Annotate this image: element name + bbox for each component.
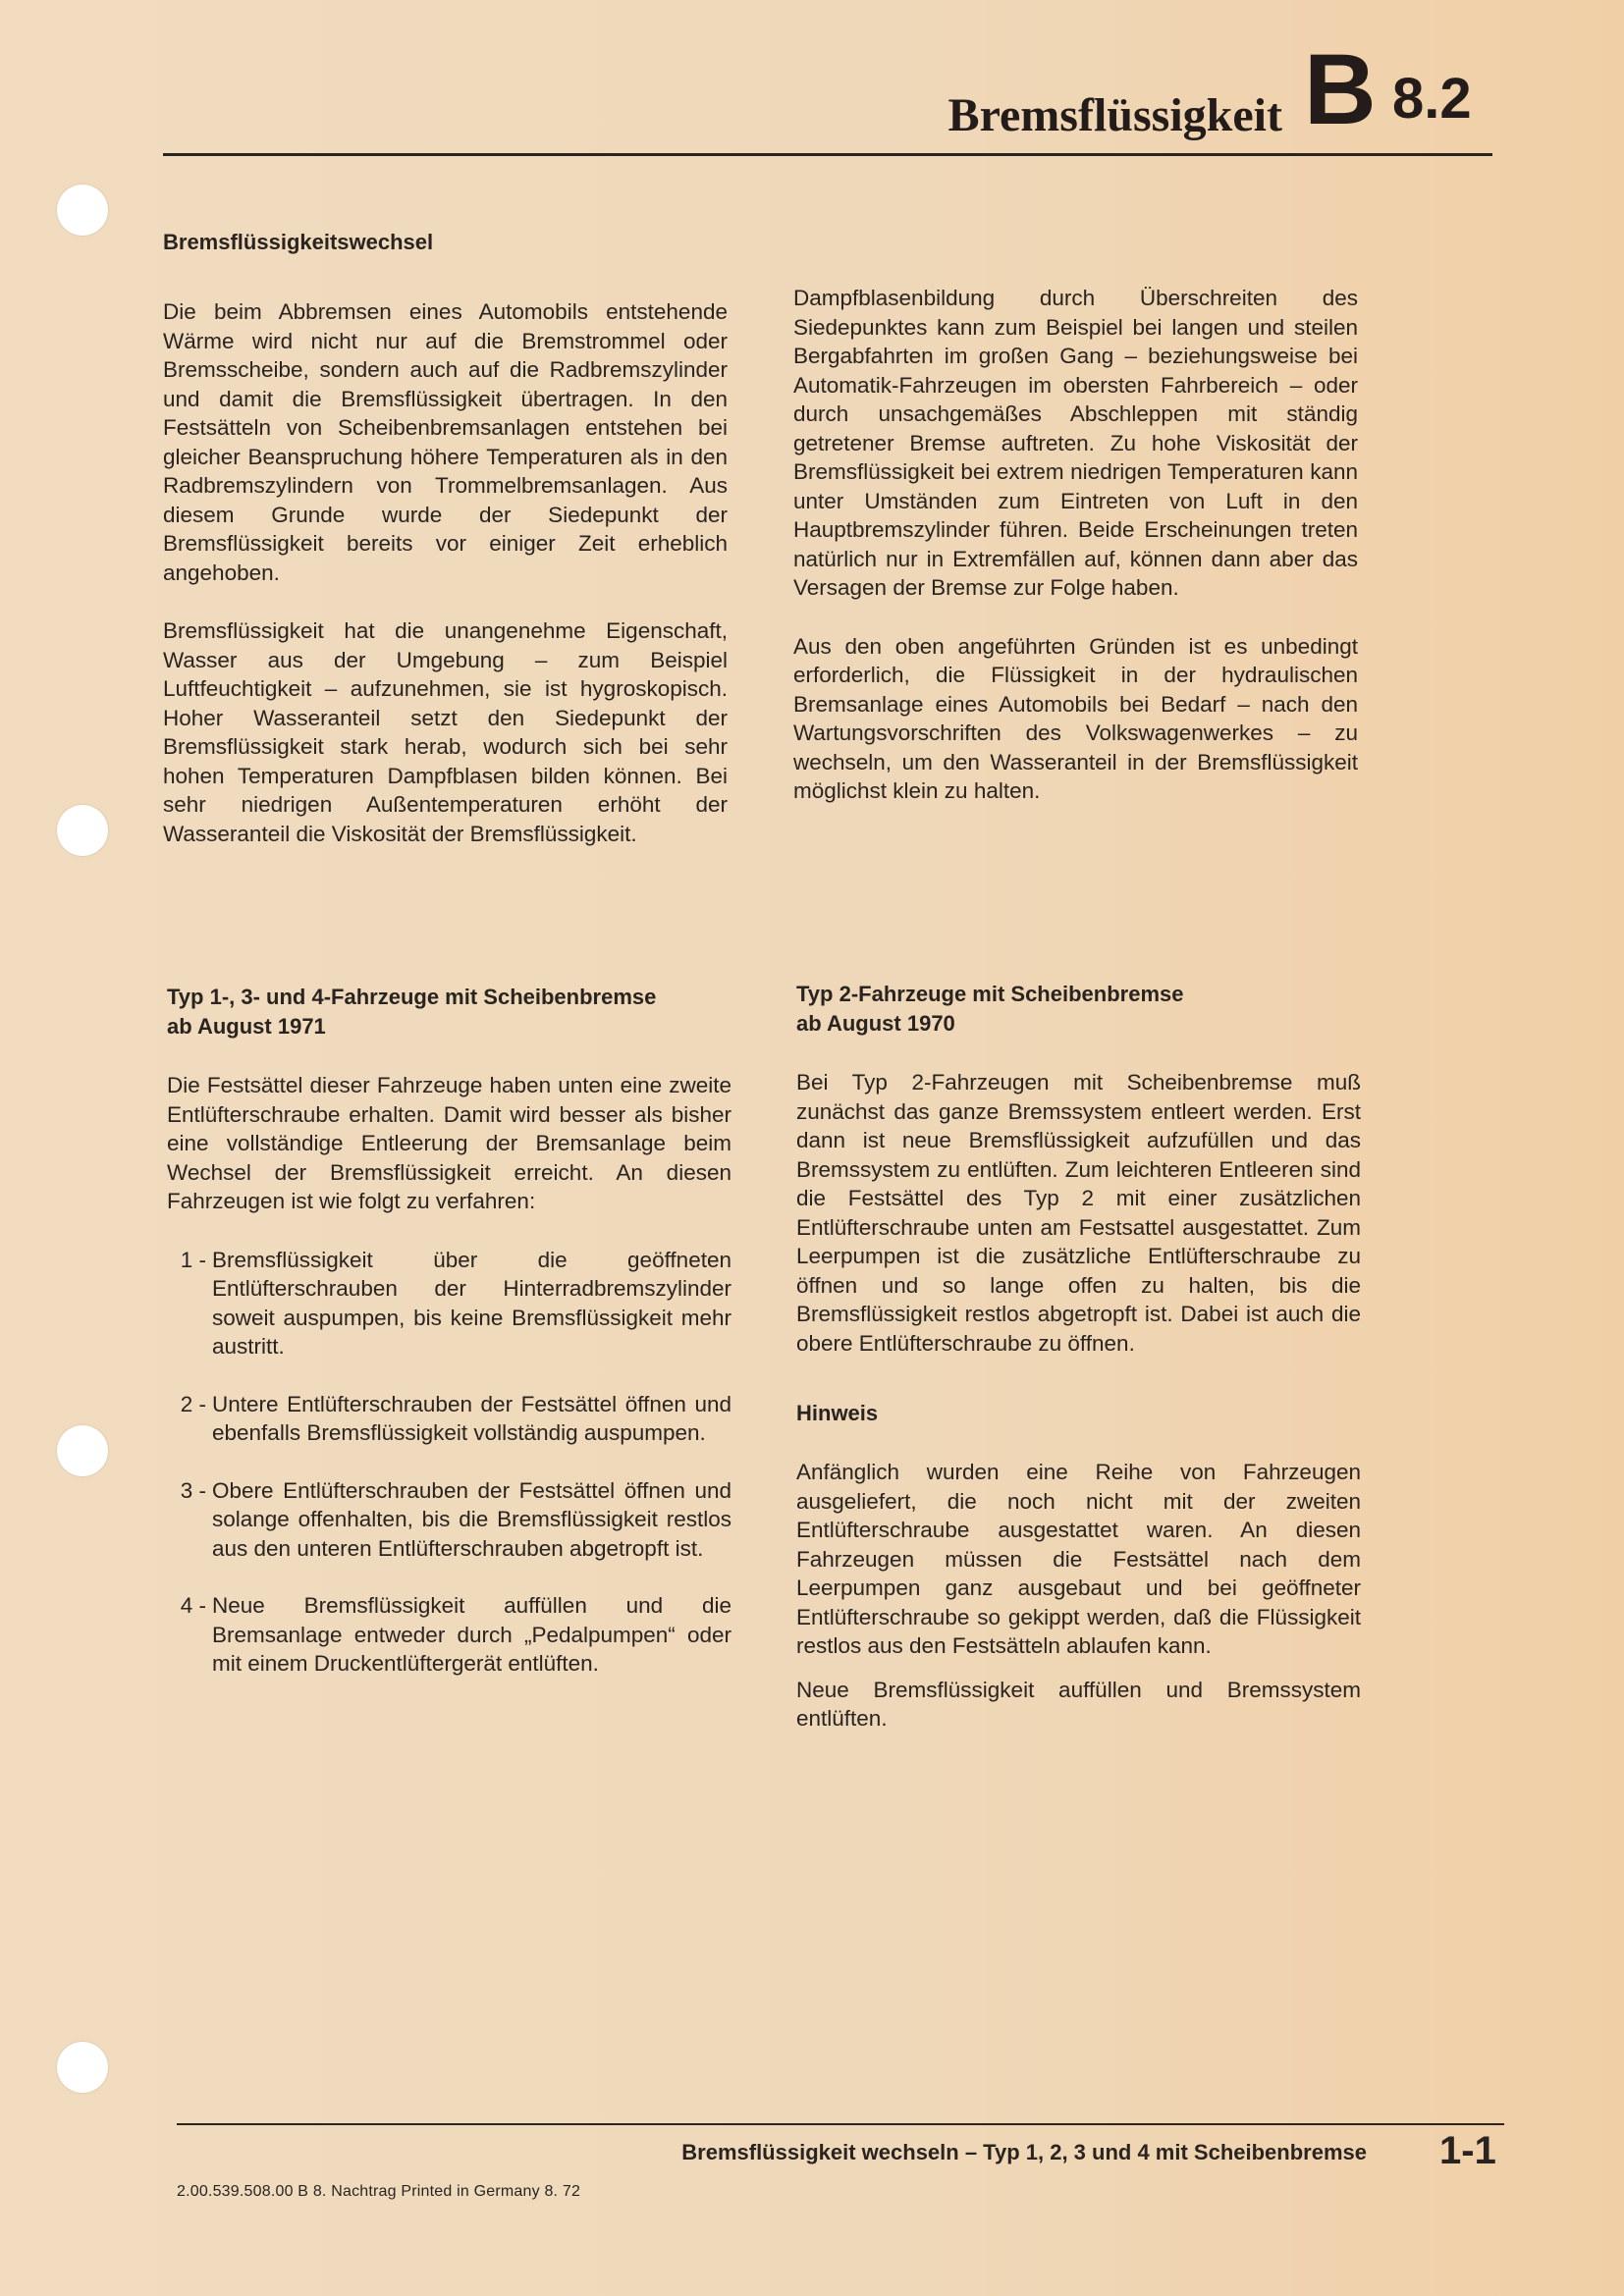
- list-item: [167, 1246, 731, 1362]
- paragraph: Neue Bremsflüssigkeit auffüllen und Bremssystem entlüften.: [796, 1677, 1361, 1731]
- paragraph: Die beim Abbremsen eines Automobils entstehende Wärme wird nicht nur auf die Bremstrommel oder Bremsscheibe, sondern auch auf die Radbremszylinder und damit die Bremsflüssigkeit übertragen. In den Festsätteln von Scheibenbremsanlagen entstehen bei gleicher Beanspruchung höhere Temperaturen als in den Radbremszylindern von Trommelbremsanlagen. Aus diesem Grunde wurde der Siedepunkt der Bremsflüssigkeit bereits vor einiger Zeit erheblich angehoben.: [163, 299, 728, 585]
- step-number: 3 -: [180, 1477, 206, 1503]
- page-number: 1-1: [1439, 2129, 1496, 2172]
- section-heading: Typ 2-Fahrzeuge mit Scheibenbremse: [796, 982, 1184, 1006]
- section-subheading: ab August 1970: [796, 1011, 955, 1036]
- punch-hole: [57, 1425, 108, 1476]
- step-text: Obere Entlüfterschrauben der Festsättel öffnen und solange offenhalten, bis die Bremsflüssigkeit restlos aus den unteren Entlüfterschrauben abgetropft ist.: [212, 1477, 731, 1561]
- paragraph: Bremsflüssigkeit hat die unangenehme Eigenschaft, Wasser aus der Umgebung – zum Beispiel Luftfeuchtigkeit – aufzunehmen, sie ist hygroskopisch. Hoher Wasseranteil setzt den Siedepunkt der Bremsflüssigkeit stark herab, wodurch sich bei sehr hohen Temperaturen Dampfblasen bilden können. Bei sehr niedrigen Außentemperaturen erhöht der Wasseranteil die Viskosität der Bremsflüssigkeit.: [163, 618, 728, 846]
- section-number: 8.2: [1392, 67, 1472, 131]
- list-item: [167, 1476, 731, 1564]
- note-heading: Hinweis: [796, 1401, 879, 1425]
- section-heading: Typ 1-, 3- und 4-Fahrzeuge mit Scheibenbremse: [167, 985, 657, 1009]
- paragraph: Die Festsättel dieser Fahrzeuge haben unten eine zweite Entlüfterschraube erhalten. Damit wird besser als bisher eine vollständige Entleerung der Bremsanlage beim Wechsel der Bremsflüssigkeit erreicht. An diesen Fahrzeugen ist wie folgt zu verfahren:: [167, 1073, 731, 1213]
- punch-hole: [57, 805, 108, 856]
- section1-right-column: [793, 284, 1358, 806]
- paragraph: Aus den oben angeführten Gründen ist es unbedingt erforderlich, die Flüssigkeit in der hydraulischen Bremsanlage eines Automobils bei Bedarf – nach den Wartungsvorschriften des Volkswagenwerkes – zu wechseln, um den Wasseranteil in der Bremsflüssigkeit möglichst klein zu halten.: [793, 633, 1358, 803]
- step-number: 4 -: [180, 1593, 206, 1618]
- section2-left-column: [167, 983, 731, 1679]
- document-code: 2.00.539.508.00 B 8. Nachtrag Printed in Germany 8. 72: [177, 2183, 581, 2200]
- paragraph: Anfänglich wurden eine Reihe von Fahrzeugen ausgeliefert, die noch nicht mit der zweiten Entlüfterschraube ausgestattet waren. An diesen Fahrzeugen müssen die Festsättel nach dem Leerpumpen ganz ausgebaut und bei geöffneter Entlüfterschraube so gekippt werden, daß die Flüssigkeit restlos aus den Festsätteln ablaufen kann.: [796, 1460, 1361, 1658]
- list-item: [167, 1591, 731, 1679]
- section-subheading: ab August 1971: [167, 1014, 326, 1039]
- footer-rule: [177, 2123, 1504, 2125]
- step-text: Untere Entlüfterschrauben der Festsättel öffnen und ebenfalls Bremsflüssigkeit vollständig auspumpen.: [212, 1391, 731, 1445]
- punch-hole: [57, 2042, 108, 2093]
- footer-title: Bremsflüssigkeit wechseln – Typ 1, 2, 3 und 4 mit Scheibenbremse: [681, 2140, 1367, 2164]
- step-number: 1 -: [180, 1247, 206, 1272]
- step-number: 2 -: [180, 1391, 206, 1416]
- paragraph: Dampfblasenbildung durch Überschreiten des Siedepunktes kann zum Beispiel bei langen und steilen Bergabfahrten im großen Gang – beziehungsweise bei Automatik-Fahrzeugen im obersten Fahrbereich – oder durch unsachgemäßes Abschleppen mit ständig getretener Bremse auftreten. Zu hohe Viskosität der Bremsflüssigkeit bei extrem niedrigen Temperaturen kann unter Umständen zum Eintreten von Luft in den Hauptbremszylinder führen. Beide Erscheinungen treten natürlich nur in Extremfällen auf, können dann aber das Versagen der Bremse zur Folge haben.: [793, 286, 1358, 600]
- punch-hole: [57, 185, 108, 236]
- list-item: [167, 1390, 731, 1448]
- section-letter: B: [1304, 33, 1377, 145]
- paragraph: Bei Typ 2-Fahrzeugen mit Scheibenbremse muß zunächst das ganze Bremssystem entleert werden. Erst dann ist neue Bremsflüssigkeit aufzufüllen und das Bremssystem zu entlüften. Zum leichteren Entleeren sind die Festsättel des Typ 2 mit einer zusätzlichen Entlüfterschraube unten am Festsattel ausgestattet. Zum Leerpumpen ist die zusätzliche Entlüfterschraube zu öffnen und so lange offen zu halten, bis die Bremsflüssigkeit restlos abgetropft ist. Dabei ist auch die obere Entlüfterschraube zu öffnen.: [796, 1070, 1361, 1356]
- section-heading: Bremsflüssigkeitswechsel: [163, 230, 434, 254]
- page-title: Bremsflüssigkeit: [947, 89, 1282, 141]
- step-text: Bremsflüssigkeit über die geöffneten Entlüfterschrauben der Hinterradbremszylinder soweit auspumpen, bis keine Bremsflüssigkeit mehr austritt.: [212, 1247, 731, 1359]
- step-text: Neue Bremsflüssigkeit auffüllen und die Bremsanlage entweder durch „Pedalpumpen“ oder mit einem Druckentlüftergerät entlüften.: [212, 1593, 731, 1676]
- section1-left-column: [163, 228, 728, 848]
- section2-right-column: [796, 980, 1361, 1734]
- header-rule: [163, 153, 1492, 156]
